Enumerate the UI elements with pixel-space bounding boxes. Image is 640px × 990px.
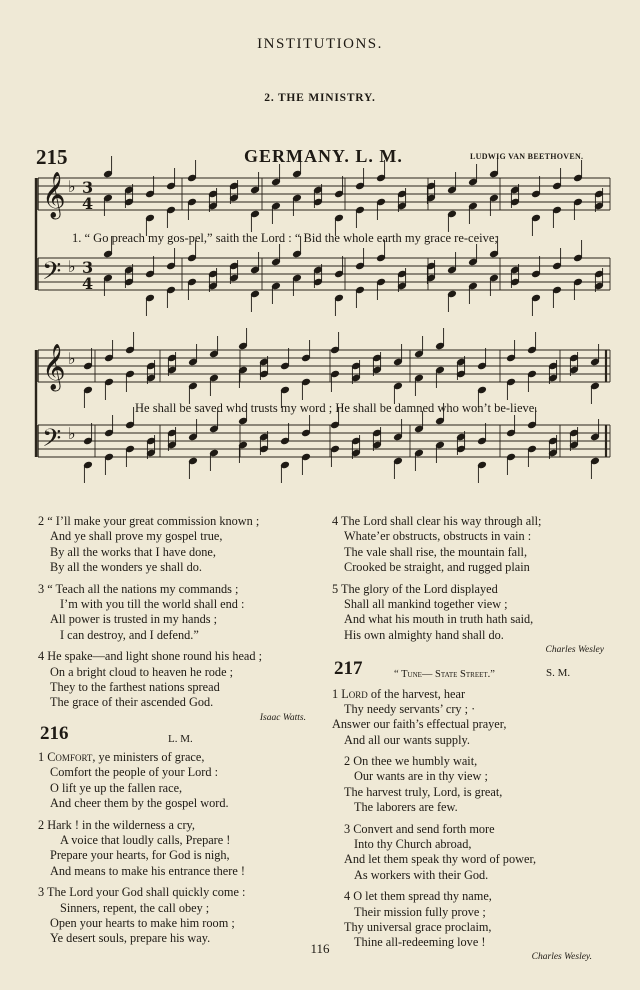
verse-line: Comfort the people of your Lord : [50,765,219,780]
hymn-215-stanza-4 [38,649,326,711]
verse-line: By all the works that I have done, [50,544,216,559]
verse-line: They to the farthest nations spread [50,679,220,694]
svg-text:♭: ♭ [68,257,76,276]
page-number: 116 [310,941,330,956]
running-title: INSTITUTIONS. [257,36,383,52]
hymn-215-lyric-line-2: He shall be saved who trusts my word ; He shall be damned who won’t be-lieve. [135,401,538,415]
verse-line: 4 The Lord shall clear his way through all; [332,514,542,528]
verse-line: Prepare your hearts, for God is nigh, [50,848,230,863]
svg-text:♭: ♭ [68,424,76,443]
verse-line: I’m with you till the world shall end : [60,596,245,611]
svg-text:3: 3 [82,178,94,197]
verse-line: As workers with their God. [354,867,489,882]
hymn-217-stanza-2 [332,754,612,816]
verse-line: And ye shall prove my gospel true, [50,529,223,544]
verse-line: And let them speak thy word of power, [344,852,537,867]
verse-line-text: ye ministers of grace, [95,750,205,765]
verse-line: 4 He spake—and light shone round his head ; [38,649,263,664]
verse-line: Thy universal grace proclaim, [344,920,492,934]
verse-first-word: Comfort, [47,750,96,765]
hymn-217-stanza-3 [332,822,612,884]
verse-line: Crooked be straight, and rugged plain [344,560,530,575]
stanza-number: 1 [38,750,48,765]
hymn-215-stanza-5 [332,582,612,644]
hymn-215-tune-name: GERMANY. L. M. [244,146,403,166]
verse-line: 2 “ I’ll make your great commission known ; [38,514,260,528]
right-text-column [332,514,612,965]
verse-line: 3 The Lord your God shall quickly come : [38,885,246,900]
svg-text:𝄞: 𝄞 [42,172,66,218]
verse-line: Ye desert souls, prepare his way. [50,931,211,946]
hymn-217-author: Charles Wesley. [531,951,592,962]
svg-text:♭: ♭ [68,177,76,196]
svg-text:𝄢: 𝄢 [42,257,62,292]
svg-text:𝄢: 𝄢 [42,424,62,459]
verse-line: And means to make his entrance there ! [50,863,245,878]
verse-line: 2 On thee we humbly wait, [344,754,478,769]
verse-line: His own almighty hand shall do. [344,627,504,642]
verse-line: 3 Convert and send forth more [344,821,495,836]
hymn-217-tune: “ Tune— State Street.” [394,668,495,680]
hymn-215-lyric-line-1: 1. “ Go preach my gos-pel,” saith the Lord : “ Bid the whole earth my grace re-ceive; [72,231,498,245]
verse-line: 2 Hark ! in the wilderness a cry, [38,817,195,832]
verse-line: Their mission fully prove ; [354,904,486,919]
verse-line: The vale shall rise, the mountain fall, [344,544,528,559]
verse-line: On a bright cloud to heaven he rode ; [50,664,234,679]
svg-text:𝄞: 𝄞 [42,344,66,390]
verse-line: 5 The glory of the Lord displayed [332,581,498,596]
verse-line: All power is trusted in my hands ; [50,612,218,627]
verse-line: Into thy Church abroad, [354,837,472,852]
verse-line: Open your hearts to make him room ; [50,916,235,930]
hymn-215-stanza-3 [38,582,326,644]
verse-line [38,750,326,765]
verse-line: 4 O let them spread thy name, [344,889,492,904]
verse-line: The laborers are few. [354,800,458,815]
verse-line: I can destroy, and I defend.” [60,627,199,642]
hymn-216-number: 216 [40,723,69,745]
hymn-217-stanza-1 [332,687,612,749]
stanza-number: 1 [332,686,342,701]
verse-line: Sinners, repent, the call obey ; [60,900,210,915]
verse-line [332,687,612,702]
svg-text:4: 4 [82,274,94,293]
verse-line: And cheer them by the gospel word. [50,796,229,811]
music-notes [42,156,604,483]
left-text-column [38,514,326,947]
verse-line: And what his mouth in truth hath said, [344,612,534,627]
verse-line: 3 “ Teach all the nations my commands ; [38,581,239,596]
verse-line: And all our wants supply. [344,732,470,747]
verse-line: The grace of their ascended God. [50,695,214,710]
hymn-215-stanza-5-author: Charles Wesley [545,645,604,656]
verse-line: O lift ye up the fallen race, [50,780,183,795]
hymn-217-number: 217 [334,657,363,679]
verse-line: Answer our faith’s effectual prayer, [332,717,507,732]
hymn-215-number: 215 [36,145,68,169]
hymn-215-stanza-2 [38,514,326,576]
verse-first-word: Lord [341,686,368,701]
verse-line: By all the wonders ye shall do. [50,560,202,575]
verse-line: The harvest truly, Lord, is great, [344,784,503,799]
verse-line-text: of the harvest, hear [367,686,466,701]
hymn-217-meter: S. M. [546,666,571,679]
verse-line: Our wants are in thy view ; [354,769,488,784]
hymn-216-stanza-1 [38,750,326,812]
verse-line: Whate’er obstructs, obstructs in vain : [344,529,532,544]
hymn-215-author: Isaac Watts. [259,712,306,723]
hymn-215-composer: LUDWIG VAN BEETHOVEN. [470,152,584,161]
hymn-216-meter: L. M. [168,733,193,746]
verse-line: Thine all-redeeming love ! [354,935,486,950]
hymn-216-stanza-2 [38,818,326,880]
verse-line: Shall all mankind together view ; [344,596,508,611]
svg-text:3: 3 [82,258,94,277]
verse-line: A voice that loudly calls, Prepare ! [60,833,231,848]
svg-text:4: 4 [82,194,94,213]
section-title: 2. THE MINISTRY. [264,92,376,104]
svg-text:♭: ♭ [68,349,76,368]
hymn-215-stanza-4-cont [332,514,612,576]
verse-line: Thy needy servants’ cry ; · [344,701,476,716]
hymn-216-stanza-3 [38,885,326,947]
